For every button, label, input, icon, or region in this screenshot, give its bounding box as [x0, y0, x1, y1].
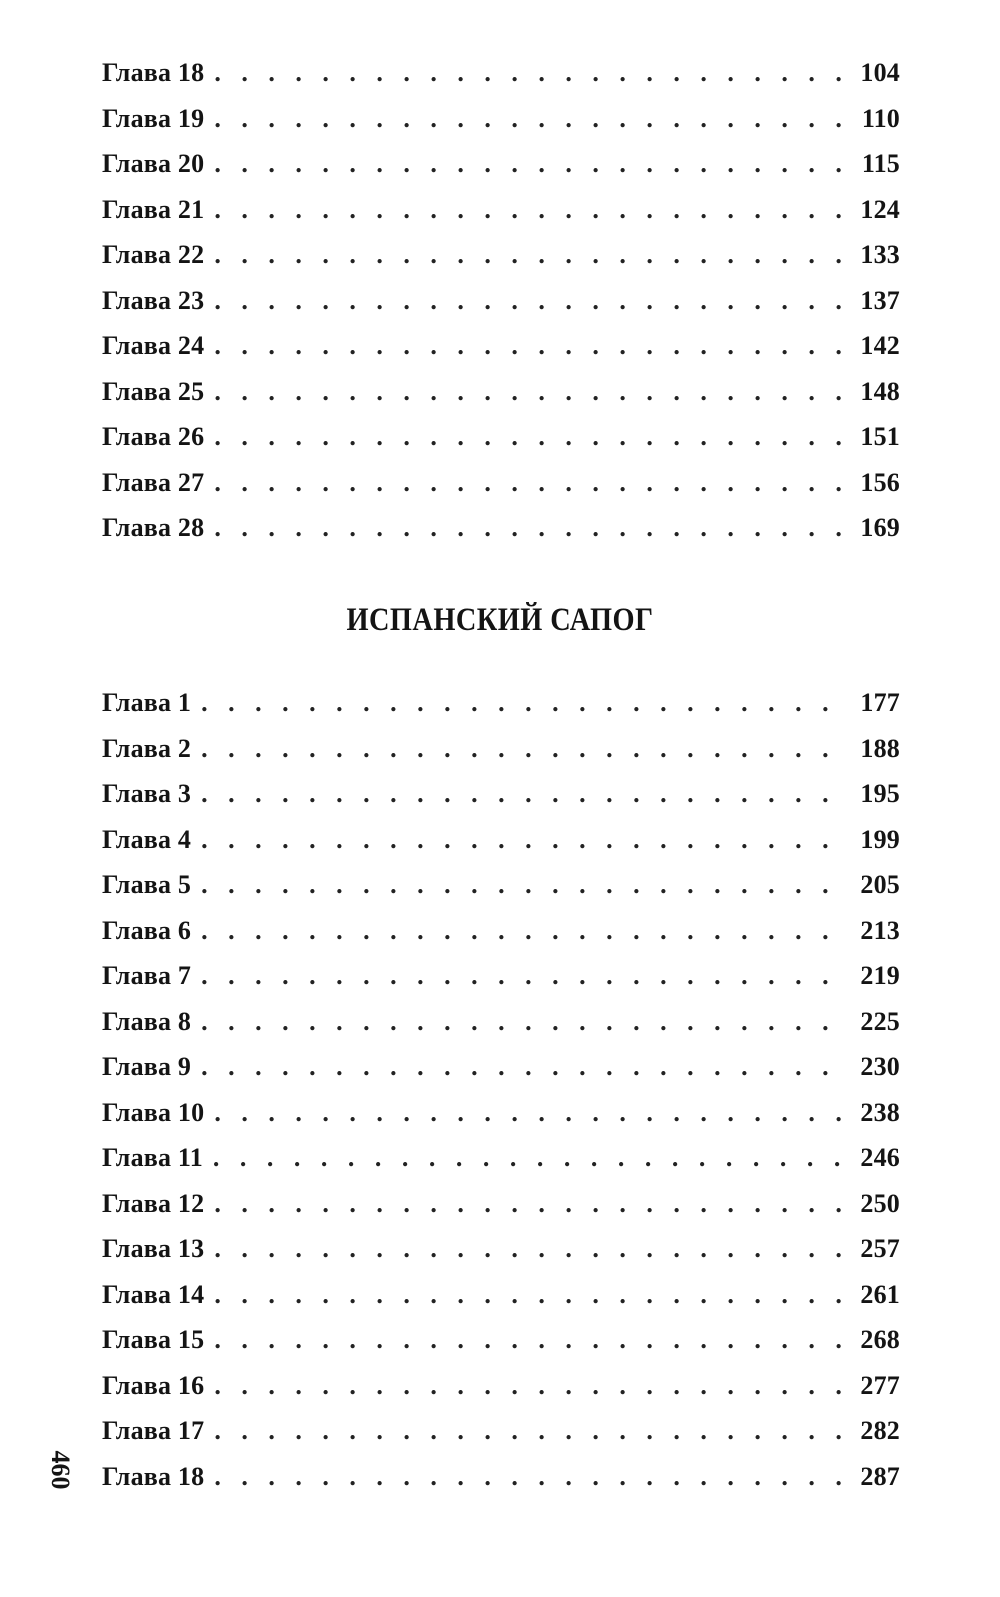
toc-entry[interactable] [102, 149, 900, 195]
toc-entry[interactable] [102, 1052, 900, 1098]
dot-leader [214, 1416, 850, 1446]
chapter-page-number: 225 [860, 1006, 900, 1036]
chapter-page-number: 104 [860, 58, 900, 87]
toc-entry[interactable] [102, 377, 900, 423]
chapter-page-number: 261 [860, 1279, 900, 1309]
chapter-label: Глава 26 [102, 422, 205, 451]
chapter-page-number: 246 [860, 1143, 900, 1172]
toc-entry[interactable] [102, 240, 900, 286]
section-title: ИСПАНСКИЙ САПОГ [346, 602, 654, 638]
chapter-page-number: 137 [860, 285, 900, 315]
chapter-label: Глава 1 [102, 688, 192, 717]
toc-entry[interactable] [102, 825, 900, 871]
dot-leader [214, 513, 850, 543]
chapter-label: Глава 16 [102, 1370, 205, 1400]
chapter-page-number: 277 [860, 1370, 900, 1400]
chapter-label: Глава 21 [102, 194, 205, 224]
toc-entry[interactable] [102, 870, 900, 916]
chapter-label: Глава 27 [102, 467, 205, 497]
chapter-page-number: 148 [860, 376, 900, 406]
chapter-label: Глава 6 [102, 915, 192, 945]
toc-entry[interactable] [102, 961, 900, 1007]
dot-leader [214, 1189, 850, 1219]
chapter-page-number: 219 [860, 961, 900, 990]
dot-leader [214, 1325, 850, 1355]
chapter-label: Глава 14 [102, 1279, 205, 1309]
chapter-label: Глава 18 [102, 1461, 205, 1491]
chapter-page-number: 142 [860, 331, 900, 360]
chapter-label: Глава 24 [102, 331, 205, 360]
chapter-label: Глава 22 [102, 240, 205, 269]
chapter-label: Глава 20 [102, 149, 205, 178]
toc-entry[interactable] [102, 195, 900, 241]
toc-entry[interactable] [102, 1234, 900, 1280]
chapter-page-number: 250 [860, 1188, 900, 1218]
chapter-page-number: 115 [861, 149, 900, 178]
toc-entry[interactable] [102, 734, 900, 780]
toc-list-part-1 [102, 58, 900, 559]
dot-leader [214, 58, 850, 88]
chapter-page-number: 268 [860, 1325, 900, 1354]
chapter-label: Глава 23 [102, 285, 205, 315]
chapter-label: Глава 18 [102, 58, 205, 87]
chapter-label: Глава 3 [102, 779, 192, 808]
chapter-page-number: 238 [860, 1097, 900, 1127]
dot-leader [214, 1371, 850, 1401]
chapter-page-number: 177 [860, 688, 900, 717]
dot-leader [214, 468, 850, 498]
toc-entry[interactable] [102, 688, 900, 734]
toc-entry[interactable] [102, 779, 900, 825]
chapter-label: Глава 5 [102, 870, 192, 899]
chapter-label: Глава 17 [102, 1416, 205, 1445]
chapter-label: Глава 12 [102, 1188, 205, 1218]
dot-leader [201, 688, 850, 718]
chapter-page-number: 188 [860, 733, 900, 763]
toc-entry[interactable] [102, 1416, 900, 1462]
chapter-label: Глава 2 [102, 733, 192, 763]
toc-entry[interactable] [102, 916, 900, 962]
dot-leader [214, 195, 850, 225]
toc-entry[interactable] [102, 331, 900, 377]
dot-leader [201, 734, 850, 764]
chapter-label: Глава 11 [102, 1143, 203, 1172]
chapter-label: Глава 4 [102, 824, 192, 854]
toc-entry[interactable] [102, 1098, 900, 1144]
toc-entry[interactable] [102, 1325, 900, 1371]
toc-entry[interactable] [102, 1371, 900, 1417]
dot-leader [214, 1462, 850, 1492]
toc-entry[interactable] [102, 422, 900, 468]
chapter-label: Глава 7 [102, 961, 192, 990]
toc-entry[interactable] [102, 286, 900, 332]
chapter-page-number: 213 [860, 915, 900, 945]
dot-leader [214, 331, 850, 361]
dot-leader [201, 779, 850, 809]
chapter-page-number: 133 [860, 240, 900, 269]
toc-list-part-2 [102, 688, 900, 1507]
toc-entry[interactable] [102, 513, 900, 559]
dot-leader [214, 149, 850, 179]
chapter-label: Глава 19 [102, 103, 205, 133]
dot-leader [201, 916, 850, 946]
dot-leader [201, 825, 850, 855]
chapter-page-number: 156 [860, 467, 900, 497]
chapter-page-number: 205 [860, 870, 900, 899]
toc-entry[interactable] [102, 1189, 900, 1235]
chapter-page-number: 287 [860, 1461, 900, 1491]
chapter-page-number: 151 [860, 422, 900, 451]
chapter-label: Глава 25 [102, 376, 205, 406]
chapter-label: Глава 13 [102, 1234, 205, 1263]
dot-leader [214, 104, 850, 134]
dot-leader [214, 1280, 850, 1310]
toc-entry[interactable] [102, 1143, 900, 1189]
dot-leader [214, 1234, 850, 1264]
toc-entry[interactable] [102, 104, 900, 150]
dot-leader [213, 1143, 850, 1173]
page-number: 460 [46, 1450, 75, 1490]
chapter-label: Глава 9 [102, 1052, 192, 1081]
dot-leader [214, 286, 850, 316]
toc-entry[interactable] [102, 1280, 900, 1326]
chapter-page-number: 199 [860, 824, 900, 854]
toc-entry[interactable] [102, 1007, 900, 1053]
chapter-label: Глава 28 [102, 513, 205, 542]
dot-leader [214, 240, 850, 270]
dot-leader [201, 870, 850, 900]
toc-entry[interactable] [102, 1462, 900, 1508]
chapter-page-number: 257 [860, 1234, 900, 1263]
dot-leader [214, 377, 850, 407]
chapter-page-number: 282 [860, 1416, 900, 1445]
chapter-label: Глава 10 [102, 1097, 205, 1127]
dot-leader [201, 961, 850, 991]
chapter-page-number: 124 [860, 194, 900, 224]
chapter-page-number: 169 [860, 513, 900, 542]
dot-leader [201, 1007, 850, 1037]
chapter-page-number: 230 [860, 1052, 900, 1081]
dot-leader [214, 1098, 850, 1128]
dot-leader [214, 422, 850, 452]
dot-leader [201, 1052, 850, 1082]
toc-entry[interactable] [102, 468, 900, 514]
chapter-label: Глава 15 [102, 1325, 205, 1354]
toc-entry[interactable] [102, 58, 900, 104]
chapter-label: Глава 8 [102, 1006, 192, 1036]
chapter-page-number: 195 [860, 779, 900, 808]
chapter-page-number: 110 [861, 103, 900, 133]
